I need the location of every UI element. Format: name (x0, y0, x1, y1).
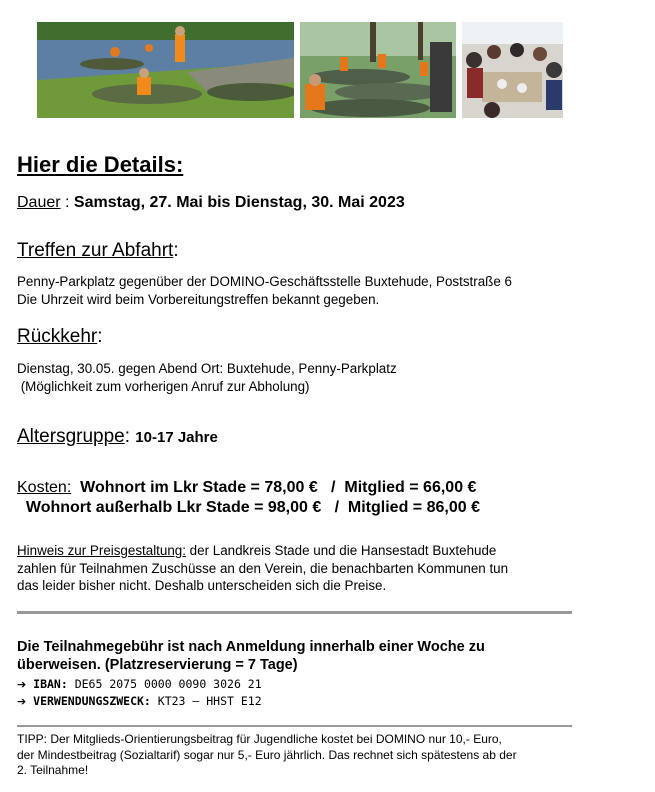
rueckkehr-line-1: Dienstag, 30.05. gegen Abend Ort: Buxtehude, Penny-Parkplatz (17, 361, 397, 376)
rueckkehr-heading: Rückkehr (17, 326, 98, 347)
iban-label: IBAN: (33, 677, 68, 691)
kosten-row-2: Wohnort außerhalb Lkr Stade = 98,00 € / Mitglied = 86,00 € (17, 499, 480, 516)
treffen-heading: Treffen zur Abfahrt (17, 240, 174, 261)
alter-value: 10-17 Jahre (135, 429, 218, 446)
tipp-line-1: TIPP: Der Mitglieds-Orientierungsbeitrag für Jugendliche kostet bei DOMINO nur 10,- Euro, (17, 732, 502, 746)
arrow-right-icon: ➔ (17, 695, 27, 708)
hinweis-line-2: zahlen für Teilnahmen Zuschüsse an den Verein, die benachbarten Kommunen tun (17, 560, 509, 576)
hinweis-line-1 (17, 542, 508, 560)
alter-line (17, 426, 218, 448)
iban-value: DE65 2075 0000 0090 3026 21 (67, 677, 262, 691)
arrow-right-icon: ➔ (17, 678, 27, 691)
divider-1 (17, 611, 572, 614)
tipp-block (17, 732, 577, 779)
treffen-line-1: Penny-Parkplatz gegenüber der DOMINO-Geschäftsstelle Buxtehude, Poststraße 6 (17, 274, 512, 289)
rueckkehr-text (17, 360, 397, 396)
treffen-line-2: Die Uhrzeit wird beim Vorbereitungstreffen bekannt gegeben. (17, 292, 380, 307)
fee-line-2: überweisen. (Platzreservierung = 7 Tage) (17, 657, 298, 673)
dauer-label: Dauer (17, 194, 61, 211)
treffen-heading-line (17, 240, 179, 262)
treffen-text (17, 273, 512, 309)
treffen-colon: : (173, 240, 179, 261)
tipp-line-3: 2. Teilnahme! (17, 763, 89, 777)
canoe-lake-photo (37, 22, 294, 118)
iban-line (17, 676, 262, 693)
zweck-line (17, 693, 262, 710)
kosten-block (17, 478, 480, 518)
bank-details (17, 676, 262, 710)
dauer-separator: : (60, 194, 74, 211)
kosten-row-1-text: Wohnort im Lkr Stade = 78,00 € / Mitglied = 66,00 € (71, 479, 477, 496)
rueckkehr-line-2: (Möglichkeit zum vorherigen Anruf zur Abholung) (17, 379, 310, 394)
kosten-label: Kosten: (17, 479, 72, 496)
hinweis-block (17, 542, 508, 595)
rueckkehr-heading-line (17, 326, 103, 348)
alter-heading: Altersgruppe (17, 426, 125, 447)
alter-colon: : (124, 426, 136, 447)
dauer-line (17, 194, 405, 212)
tipp-line-2: der Mindestbeitrag (Sozialtarif) sogar nur 5,- Euro jährlich. Das rechnet sich spätestens ab der (17, 747, 517, 762)
details-heading: Hier die Details: (17, 152, 184, 177)
fee-notice (17, 638, 485, 674)
canoe-group-photo (300, 22, 456, 118)
zweck-label: VERWENDUNGSZWECK: (33, 694, 151, 708)
hinweis-line-1-rest: der Landkreis Stade und die Hansestadt Buxtehude (185, 543, 497, 558)
rueckkehr-colon: : (97, 326, 103, 347)
hinweis-line-3: das leider bisher nicht. Deshalb unterscheiden sich die Preise. (17, 578, 387, 593)
kosten-row-1 (17, 478, 480, 498)
dauer-value: Samstag, 27. Mai bis Dienstag, 30. Mai 2023 (73, 194, 405, 211)
fee-line-1: Die Teilnahmegebühr ist nach Anmeldung innerhalb einer Woche zu (17, 639, 485, 655)
group-dinner-photo (462, 22, 563, 118)
divider-2 (17, 725, 572, 727)
zweck-value: KT23 – HHST E12 (150, 694, 262, 708)
hinweis-label: Hinweis zur Preisgestaltung: (17, 543, 186, 558)
